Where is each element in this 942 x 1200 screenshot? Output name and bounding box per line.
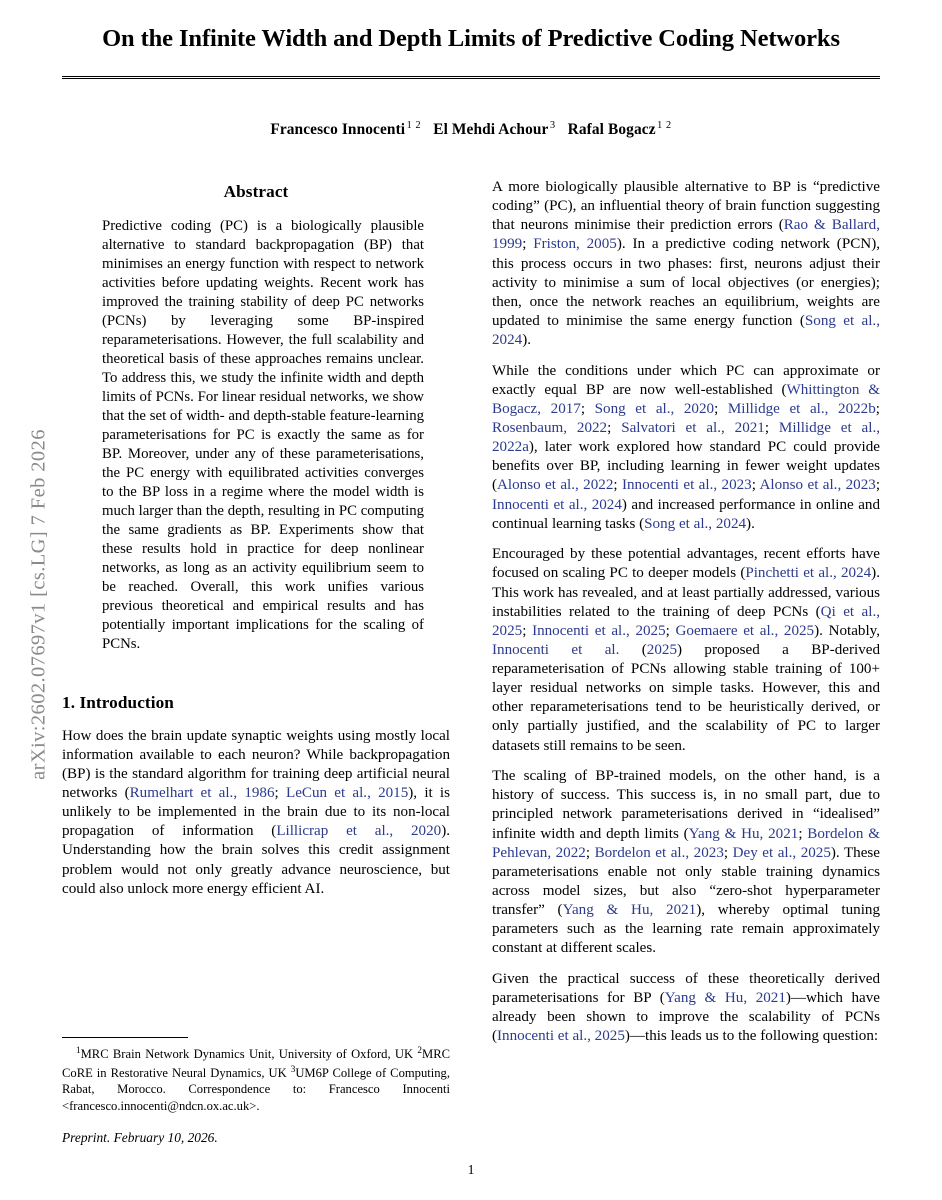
citation-link[interactable]: Lillicrap et al., 2020 (276, 823, 442, 840)
citation-link[interactable]: Goemaere et al., 2025 (675, 622, 815, 639)
right-paragraph-4 (492, 767, 880, 958)
author-entry (270, 121, 421, 138)
footnote-divider (62, 1037, 188, 1038)
right-column (492, 178, 880, 1058)
citation-link[interactable]: Innocenti et al., 2024 (492, 496, 622, 513)
text-run: ). Understanding how the brain solves this credit assignment problem would not only greatly advance neuroscience, but could also unlock more energy efficient AI. (62, 823, 450, 897)
citation-link[interactable]: Bordelon & Pehlevan, 2022 (492, 825, 880, 861)
right-paragraph-3 (492, 545, 880, 755)
text-run: ). These parameterisations enable not only stable training dynamics across model sizes, but also “zero-shot hyperparameter transfer” ( (492, 844, 880, 918)
right-paragraph-5 (492, 970, 880, 1047)
text-run: ; (665, 622, 676, 639)
citation-link[interactable]: Friston, 2005 (533, 236, 617, 253)
text-run: ; (522, 236, 534, 253)
author-name: Rafal Bogacz (567, 121, 656, 139)
text-run: ; (798, 825, 808, 842)
author-list (62, 120, 880, 139)
arxiv-identifier-stamp: arXiv:2602.07697v1 [cs.LG] 7 Feb 2026 (27, 429, 50, 780)
citation-link[interactable]: 2025 (646, 641, 677, 658)
citation-link[interactable]: Rumelhart et al., 1986 (129, 785, 275, 801)
author-name: El Mehdi Achour (433, 121, 549, 139)
citation-link[interactable]: Whittington & Bogacz, 2017 (492, 381, 880, 417)
citation-link[interactable]: Qi et al., 2025 (492, 603, 880, 639)
text-run: How does the brain update synaptic weights using mostly local information available to each neuron? While backpropagation (BP) is the standard algorithm for training deep artificial neural networks ( (62, 727, 450, 801)
body-columns (62, 178, 880, 1163)
citation-link[interactable]: Alonso et al., 2023 (759, 477, 876, 494)
text-run: ; (714, 400, 728, 417)
author-affiliation-marker: 1 2 (657, 120, 672, 132)
text-run: )—which have already been shown to improve the scalability of PCNs ( (492, 990, 880, 1045)
citation-link[interactable]: Bordelon et al., 2023 (594, 844, 724, 861)
text-run: A more biologically plausible alternative to BP is “predictive coding” (PC), an influential theory of brain function suggesting that neurons minimise their prediction errors ( (492, 179, 880, 234)
author-name: Francesco Innocenti (270, 121, 406, 139)
intro-paragraph-1 (62, 727, 450, 899)
text-run: ). (522, 332, 531, 348)
text-run: ; (613, 477, 622, 494)
citation-link[interactable]: Dey et al., 2025 (732, 844, 831, 861)
abstract-heading: Abstract (223, 182, 289, 201)
footnote-block (62, 1037, 450, 1147)
text-run: ). (746, 515, 755, 532)
title-divider (62, 76, 880, 80)
citation-link[interactable]: Millidge et al., 2022b (727, 400, 876, 417)
page-title: On the Infinite Width and Depth Limits of Predictive Coding Networks (102, 25, 840, 52)
text-run: Given the practical success of these theoretically derived parameterisations for BP ( (492, 970, 880, 1006)
text-run: ; (875, 400, 880, 417)
text-run: ; (580, 400, 595, 417)
text-run: ; (585, 844, 595, 861)
text-run: MRC Brain Network Dynamics Unit, University of Oxford, UK (80, 1047, 418, 1062)
text-run: The scaling of BP-trained models, on the other hand, is a history of success. This success is, in no small part, due to principled network parameterisations derived in “idealised” infinite width and depth limits ( (492, 768, 880, 842)
text-run: UM6P College of Computing, Rabat, Morocco. Correspondence to: Francesco Innocenti <francesco.innocenti@ndcn.ox.ac.uk>. (62, 1065, 451, 1113)
author-entry (568, 121, 672, 138)
text-run: Encouraged by these potential advantages, recent efforts have focused on scaling PC to deeper models ( (492, 546, 880, 582)
citation-link[interactable]: Innocenti et al. (492, 641, 620, 658)
section-heading-introduction: 1. Introduction (62, 692, 174, 712)
text-run: ), whereby optimal tuning parameters such as the learning rate remain approximately constant at different scales. (492, 902, 880, 957)
footnote-marker-2: 2 (417, 1045, 422, 1055)
text-run: ). Notably, (814, 622, 880, 639)
citation-link[interactable]: Song et al., 2024 (644, 515, 747, 532)
text-run: MRC CoRE in Restorative Neural Dynamics, UK (62, 1047, 450, 1080)
text-run: ). This work has revealed, and at least partially addressed, various instabilities related to the training of deep PCNs ( (492, 565, 880, 620)
page-number: 1 (467, 1162, 475, 1177)
footnote-marker-1: 1 (76, 1045, 81, 1055)
citation-link[interactable]: Innocenti et al., 2025 (532, 622, 666, 639)
text-run: ; (522, 622, 533, 639)
citation-link[interactable]: Rosenbaum, 2022 (492, 420, 608, 436)
citation-link[interactable]: Yang & Hu, 2021 (688, 825, 799, 842)
citation-link[interactable]: Rao & Ballard, 1999 (492, 217, 880, 253)
author-affiliation-marker: 1 2 (406, 120, 422, 132)
footnote-marker-3: 3 (290, 1063, 296, 1074)
citation-link[interactable]: Yang & Hu, 2021 (562, 902, 697, 918)
citation-link[interactable]: Millidge et al., 2022a (492, 420, 880, 456)
right-paragraph-2 (492, 362, 880, 534)
left-column (62, 178, 450, 910)
text-run: ; (751, 477, 760, 494)
text-run: ). In a predictive coding network (PCN), this process occurs in two phases: first, neurons adjust their activity to minimise a sum of local objectives (or energies); then, once the network reaches an equilibrium, weights are updated to minimise the same energy function ( (492, 236, 880, 329)
right-paragraph-1 (492, 178, 880, 350)
text-run: ; (875, 477, 881, 494)
text-run: ) and increased performance in online and continual learning tasks ( (492, 496, 880, 532)
citation-link[interactable]: Pinchetti et al., 2024 (745, 565, 872, 582)
text-run: ( (619, 641, 647, 658)
citation-link[interactable]: LeCun et al., 2015 (285, 785, 409, 801)
paper-header (62, 18, 880, 139)
text-run: ; (274, 785, 286, 801)
author-affiliation-marker: 3 (549, 120, 556, 132)
citation-link[interactable]: Yang & Hu, 2021 (664, 990, 786, 1006)
text-run: ; (607, 420, 622, 436)
citation-link[interactable]: Innocenti et al., 2025 (497, 1028, 625, 1045)
text-run: ), it is unlikely to be implemented in the brain due to its non-local propagation of information ( (62, 785, 451, 840)
footnote-affiliations (62, 1044, 450, 1114)
citation-link[interactable]: Song et al., 2020 (594, 400, 715, 417)
citation-link[interactable]: Innocenti et al., 2023 (621, 477, 752, 494)
text-run: ) proposed a BP-derived reparameterisation of PCNs allowing stable training of 100+ layer residual networks on simple tasks. However, this and other reparameterisations tend to be heuristically derived, or only partially justified, and the scalability of PC to larger datasets still remains to be seen. (492, 641, 880, 754)
citation-link[interactable]: Salvatori et al., 2021 (621, 420, 765, 436)
citation-link[interactable]: Song et al., 2024 (492, 312, 880, 348)
abstract-text: Predictive coding (PC) is a biologically plausible alternative to standard backpropagation (BP) that minimises an energy function with respect to network activities before updating weights. Recent work has improved the training stability of deep PC networks (PCNs) by leveraging some BP-inspired reparameterisations. However, the full scalability and theoretical basis of these approaches remains unclear. To address this, we study the infinite width and depth limits of PCNs. For linear residual networks, we show that the set of width- and depth-stable feature-learning parameterisations for PC is exactly the same as for BP. Moreover, under any of these parameterisations, the PC energy with equilibrated activities converges to the BP loss in a regime where the model width is much larger than the depth, resulting in PC computing the same gradients as BP. Experiments show that these results hold in practice for deep nonlinear networks, as long as an activity equilibrium seem to be reached. Overall, this work unifies various previous theoretical and empirical results and has potentially important implications for the scaling of PCNs. (102, 217, 424, 652)
author-entry (433, 121, 555, 138)
text-run: ), later work explored how standard PC could provide benefits over BP, including learning in fewer weight updates ( (492, 439, 880, 494)
text-run: )—this leads us to the following question: (624, 1028, 879, 1045)
text-run: ; (764, 420, 779, 436)
citation-link[interactable]: Alonso et al., 2022 (497, 477, 614, 494)
text-run: While the conditions under which PC can approximate or exactly equal BP are now well-established ( (492, 362, 880, 398)
preprint-notice: Preprint. February 10, 2026. (62, 1130, 218, 1146)
text-run: ; (723, 844, 733, 861)
